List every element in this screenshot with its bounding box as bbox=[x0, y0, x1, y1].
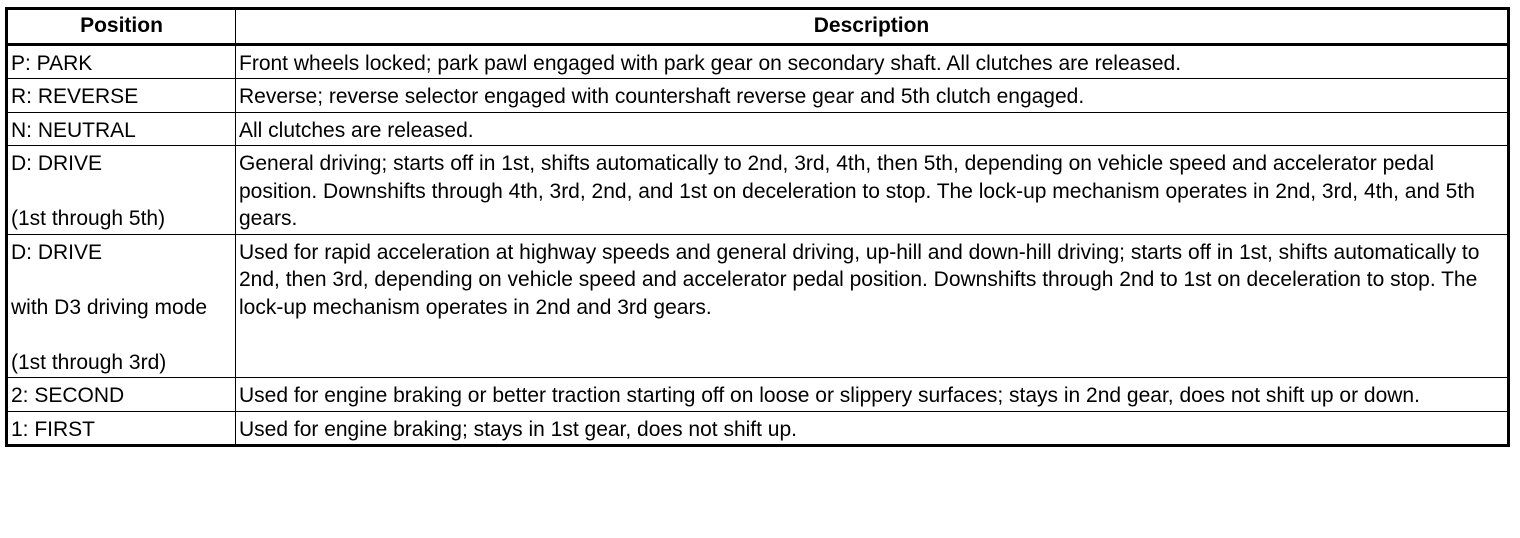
table-row bbox=[7, 146, 1509, 235]
description-cell: Reverse; reverse selector engaged with countershaft reverse gear and 5th clutch engaged. bbox=[236, 79, 1509, 113]
position-column-header: Position bbox=[7, 9, 236, 45]
position-label: N: NEUTRAL bbox=[11, 118, 136, 142]
position-cell bbox=[7, 44, 236, 79]
table-row bbox=[7, 234, 1509, 378]
description-cell: Used for engine braking or better traction starting off on loose or slippery surfaces; stays in 2nd gear, does not shift up or down. bbox=[236, 378, 1509, 412]
position-cell bbox=[7, 378, 236, 412]
position-cell bbox=[7, 411, 236, 446]
table-row bbox=[7, 79, 1509, 113]
position-cell bbox=[7, 146, 236, 235]
description-cell: General driving; starts off in 1st, shifts automatically to 2nd, 3rd, 4th, then 5th, depending on vehicle speed and accelerator pedal position. Downshifts through 4th, 3rd, 2nd, and 1st on deceleration to stop. The lock-up mechanism operates in 2nd, 3rd, 4th, and 5th gears. bbox=[236, 146, 1509, 235]
description-cell: Used for engine braking; stays in 1st gear, does not shift up. bbox=[236, 411, 1509, 446]
description-cell: Used for rapid acceleration at highway speeds and general driving, up-hill and down-hill driving; starts off in 1st, shifts automatically to 2nd, then 3rd, depending on vehicle speed and accelerator pedal position. Downshifts through 2nd to 1st on deceleration to stop. The lock-up mechanism operates in 2nd and 3rd gears. bbox=[236, 234, 1509, 378]
shift-position-table bbox=[5, 7, 1510, 447]
position-label: 2: SECOND bbox=[11, 384, 125, 407]
description-column-header: Description bbox=[236, 9, 1509, 45]
table-row bbox=[7, 378, 1509, 412]
table-row bbox=[7, 112, 1509, 146]
position-label: D: DRIVE bbox=[11, 240, 103, 264]
description-cell: Front wheels locked; park pawl engaged with park gear on secondary shaft. All clutches are released. bbox=[236, 44, 1509, 79]
position-cell bbox=[7, 234, 236, 378]
position-label: D: DRIVE bbox=[11, 152, 103, 175]
table-row bbox=[7, 411, 1509, 446]
position-cell bbox=[7, 112, 236, 146]
position-range-note: (1st through 5th) bbox=[11, 207, 166, 230]
position-range-note: (1st through 3rd) bbox=[11, 350, 167, 374]
position-mode-note: with D3 driving mode bbox=[11, 295, 208, 319]
table-row bbox=[7, 44, 1509, 79]
position-cell bbox=[7, 79, 236, 113]
position-label: R: REVERSE bbox=[11, 85, 139, 108]
table-header-row bbox=[7, 9, 1509, 45]
description-cell: All clutches are released. bbox=[236, 112, 1509, 146]
position-label: P: PARK bbox=[11, 51, 93, 75]
position-label: 1: FIRST bbox=[11, 417, 96, 441]
